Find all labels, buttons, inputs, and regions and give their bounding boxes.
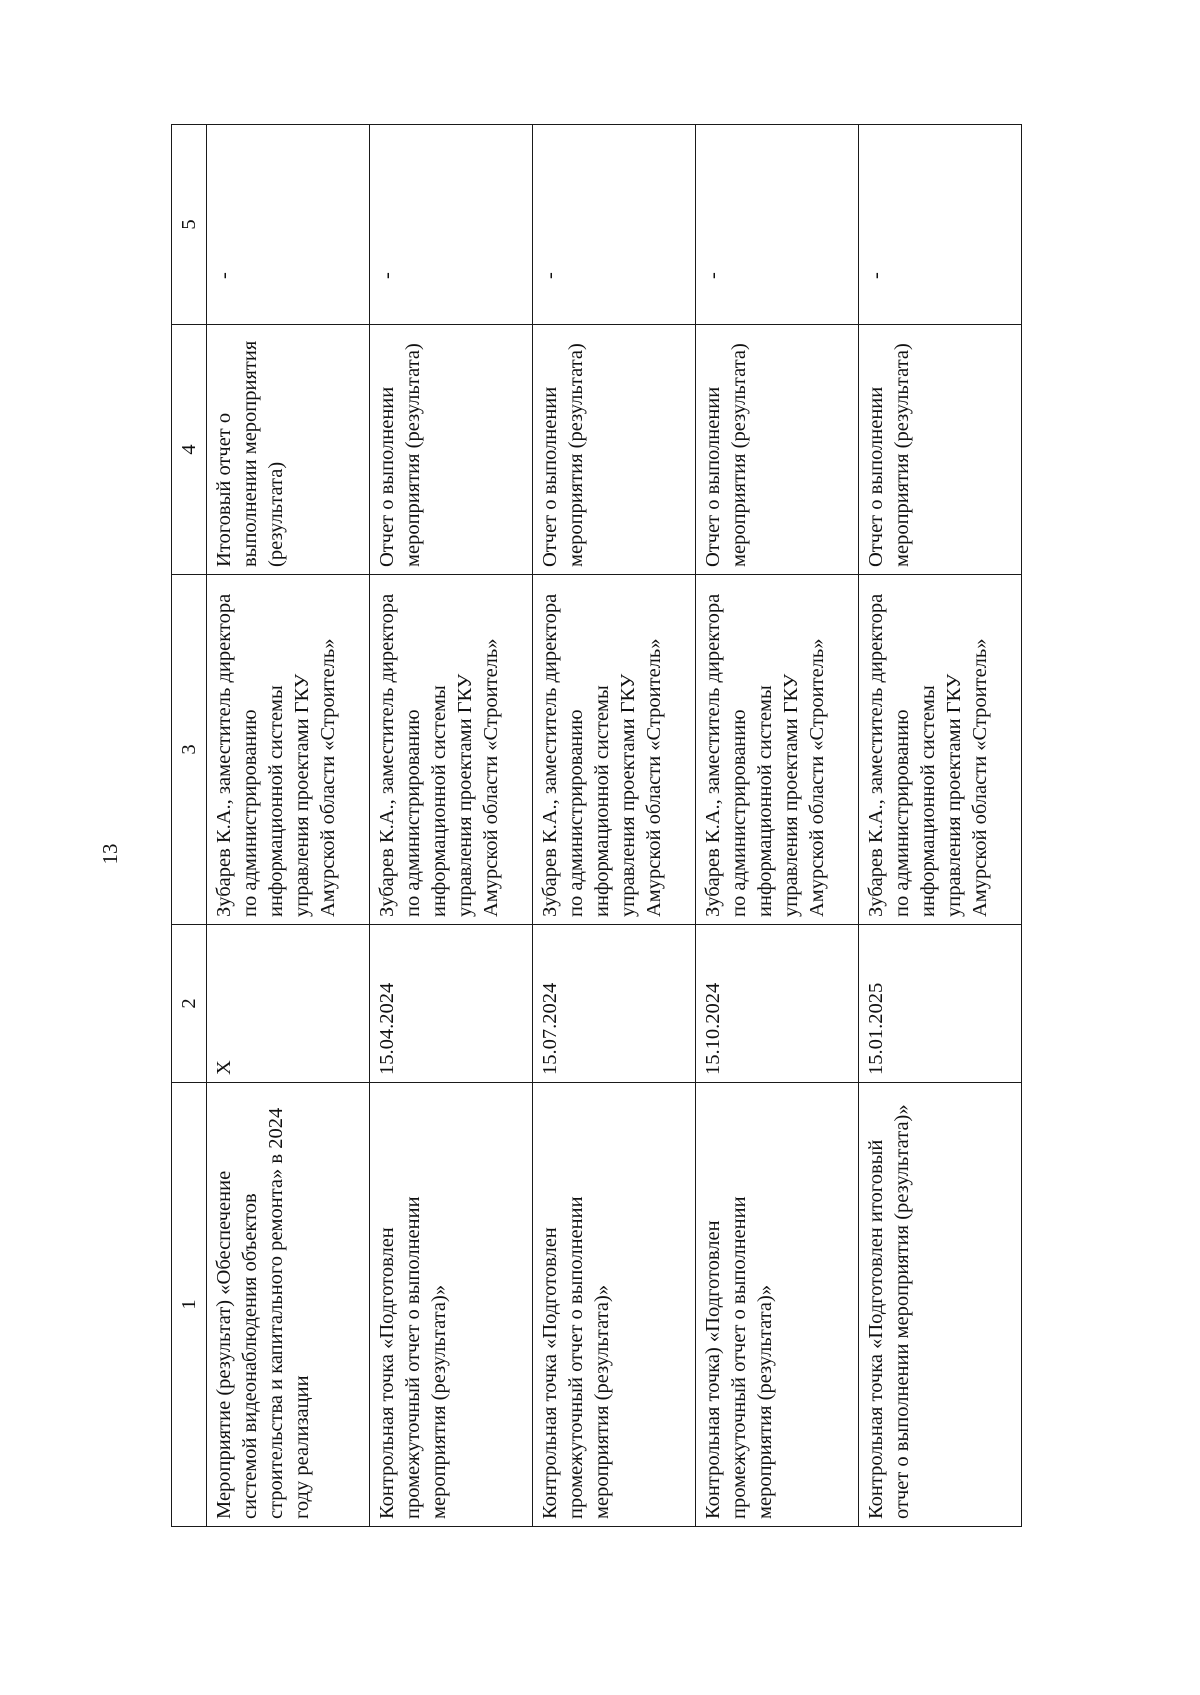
document-cell: Итоговый отчет о выполнении мероприятия (результата)	[207, 325, 370, 575]
plan-table-container	[171, 125, 1022, 1527]
table-row	[207, 125, 370, 1527]
table-row	[370, 125, 533, 1527]
header-row	[172, 125, 207, 1527]
note-value: -	[702, 272, 724, 279]
table-row	[696, 125, 859, 1527]
note-value: -	[213, 272, 235, 279]
table-row	[859, 125, 1022, 1527]
date-cell: 15.10.2024	[696, 925, 859, 1083]
date-cell: Х	[207, 925, 370, 1083]
event-name-cell: Контрольная точка) «Подготовлен промежуточный отчет о выполнении мероприятия (результата)»	[696, 1083, 859, 1527]
event-name-cell: Контрольная точка «Подготовлен промежуточный отчет о выполнении мероприятия (результата)»	[533, 1083, 696, 1527]
note-cell	[533, 125, 696, 325]
date-cell: 15.07.2024	[533, 925, 696, 1083]
date-cell: 15.04.2024	[370, 925, 533, 1083]
header-col-1: 1	[172, 1083, 207, 1527]
table-body	[207, 125, 1022, 1527]
responsible-cell: Зубарев К.А., заместитель директора по администрированию информационной системы управления проектами ГКУ Амурской области «Строитель»	[533, 575, 696, 925]
note-value: -	[376, 272, 398, 279]
table-header	[172, 125, 207, 1527]
note-value: -	[865, 272, 887, 279]
plan-table	[171, 124, 1022, 1527]
responsible-cell: Зубарев К.А., заместитель директора по администрированию информационной системы управления проектами ГКУ Амурской области «Строитель»	[207, 575, 370, 925]
event-name-cell: Контрольная точка «Подготовлен итоговый отчет о выполнении мероприятия (результата)»	[859, 1083, 1022, 1527]
header-col-2: 2	[172, 925, 207, 1083]
responsible-cell: Зубарев К.А., заместитель директора по администрированию информационной системы управления проектами ГКУ Амурской области «Строитель»	[370, 575, 533, 925]
note-cell	[370, 125, 533, 325]
responsible-cell: Зубарев К.А., заместитель директора по администрированию информационной системы управления проектами ГКУ Амурской области «Строитель»	[859, 575, 1022, 925]
responsible-cell: Зубарев К.А., заместитель директора по администрированию информационной системы управления проектами ГКУ Амурской области «Строитель»	[696, 575, 859, 925]
note-cell	[207, 125, 370, 325]
header-col-3: 3	[172, 575, 207, 925]
document-cell: Отчет о выполнении мероприятия (результата)	[696, 325, 859, 575]
note-cell	[696, 125, 859, 325]
note-value: -	[539, 272, 561, 279]
table-row	[533, 125, 696, 1527]
document-cell: Отчет о выполнении мероприятия (результата)	[370, 325, 533, 575]
header-col-5: 5	[172, 125, 207, 325]
document-cell: Отчет о выполнении мероприятия (результата)	[859, 325, 1022, 575]
document-cell: Отчет о выполнении мероприятия (результата)	[533, 325, 696, 575]
event-name-cell: Контрольная точка «Подготовлен промежуточный отчет о выполнении мероприятия (результата)»	[370, 1083, 533, 1527]
note-cell	[859, 125, 1022, 325]
page-number: 13	[98, 843, 122, 865]
header-col-4: 4	[172, 325, 207, 575]
event-name-cell: Мероприятие (результат) «Обеспечение системой видеонаблюдения объектов строительства и капитального ремонта» в 2024 году реализации	[207, 1083, 370, 1527]
date-cell: 15.01.2025	[859, 925, 1022, 1083]
